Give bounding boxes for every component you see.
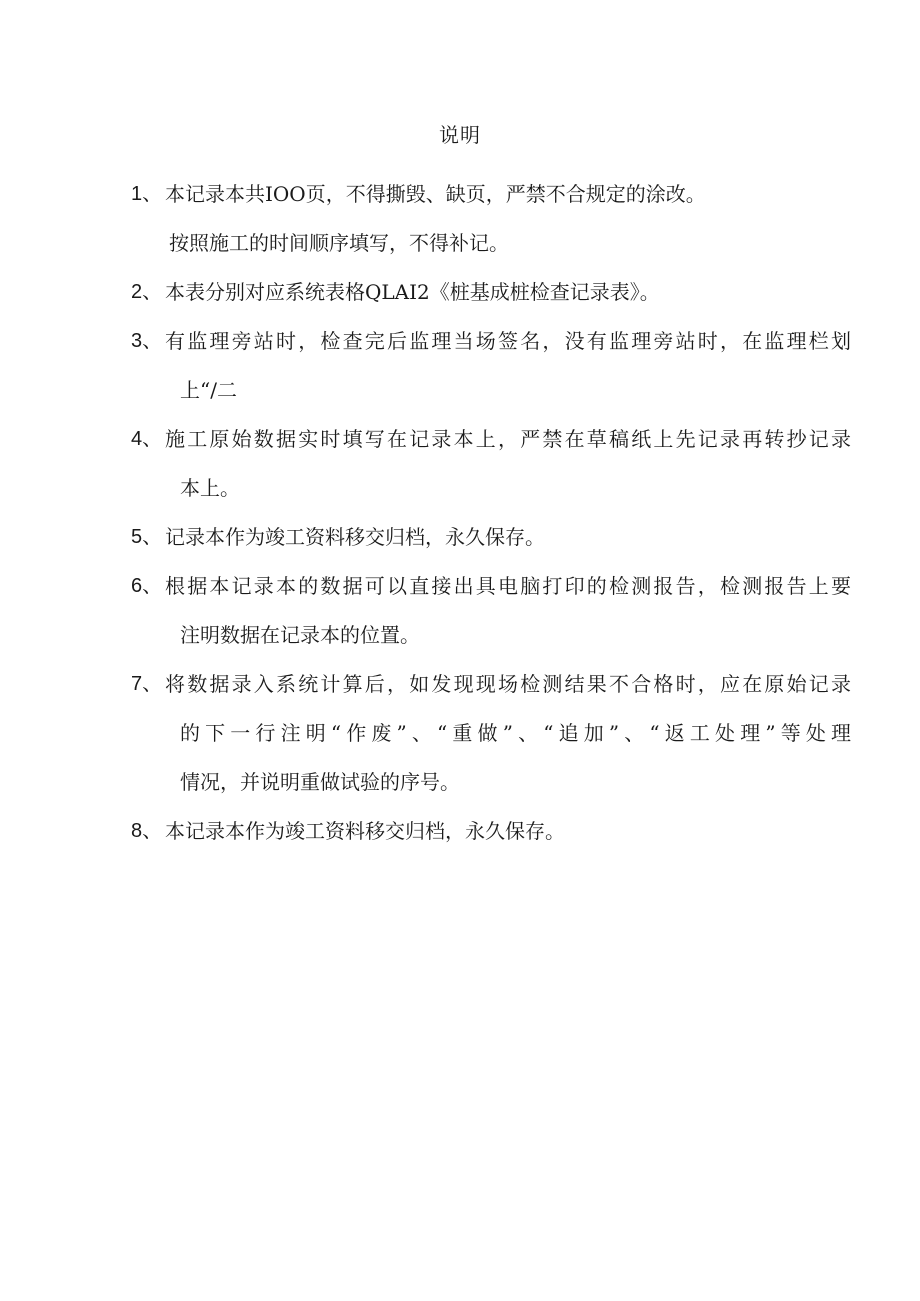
list-item [131,317,851,415]
list-item [131,268,851,317]
item-line: 根据本记录本的数据可以直接出具电脑打印的检测报告，检测报告上要 [165,574,851,598]
item-line: 将数据录入系统计算后，如发现现场检测结果不合格时，应在原始记录 [165,672,851,696]
item-line: 上“/二 [180,378,237,402]
item-line: 情况，并说明重做试验的序号。 [180,770,460,794]
item-line: 有监理旁站时，检查完后监理当场签名，没有监理旁站时，在监理栏划 [165,329,851,353]
item-line: 本上。 [180,476,240,500]
item-number: 1、 [131,183,163,205]
item-text [165,562,851,660]
item-line: 本记录本作为竣工资料移交归档，永久保存。 [165,819,565,843]
item-text [165,513,851,562]
list-item [131,562,851,660]
item-text [165,268,851,317]
item-line: 记录本作为竣工资料移交归档，永久保存。 [165,525,545,549]
item-text [165,660,851,807]
item-number: 5、 [131,526,163,548]
item-text [165,415,851,513]
item-text [165,170,851,268]
item-line: 本表分别对应系统表格QLAI2《桩基成桩检查记录表》。 [165,280,660,304]
item-number: 3、 [131,330,163,352]
item-line: 本记录本共IOO页，不得撕毁、缺页，严禁不合规定的涂改。 [165,182,706,206]
list-item [131,807,851,856]
item-line: 按照施工的时间顺序填写，不得补记。 [169,231,509,255]
item-number: 7、 [131,673,163,695]
instruction-list [131,170,851,856]
item-line: 的下一行注明“作废”、“重做”、“追加”、“返工处理”等处理 [180,721,851,745]
item-number: 2、 [131,281,163,303]
list-item [131,660,851,807]
item-text [165,317,851,415]
item-number: 4、 [131,428,163,450]
list-item [131,415,851,513]
list-item [131,513,851,562]
document-title: 说明 [439,123,481,147]
item-line: 施工原始数据实时填写在记录本上，严禁在草稿纸上先记录再转抄记录 [165,427,851,451]
item-line: 注明数据在记录本的位置。 [180,623,420,647]
list-item [131,170,851,268]
item-number: 6、 [131,575,163,597]
item-number: 8、 [131,820,163,842]
item-text [165,807,851,856]
